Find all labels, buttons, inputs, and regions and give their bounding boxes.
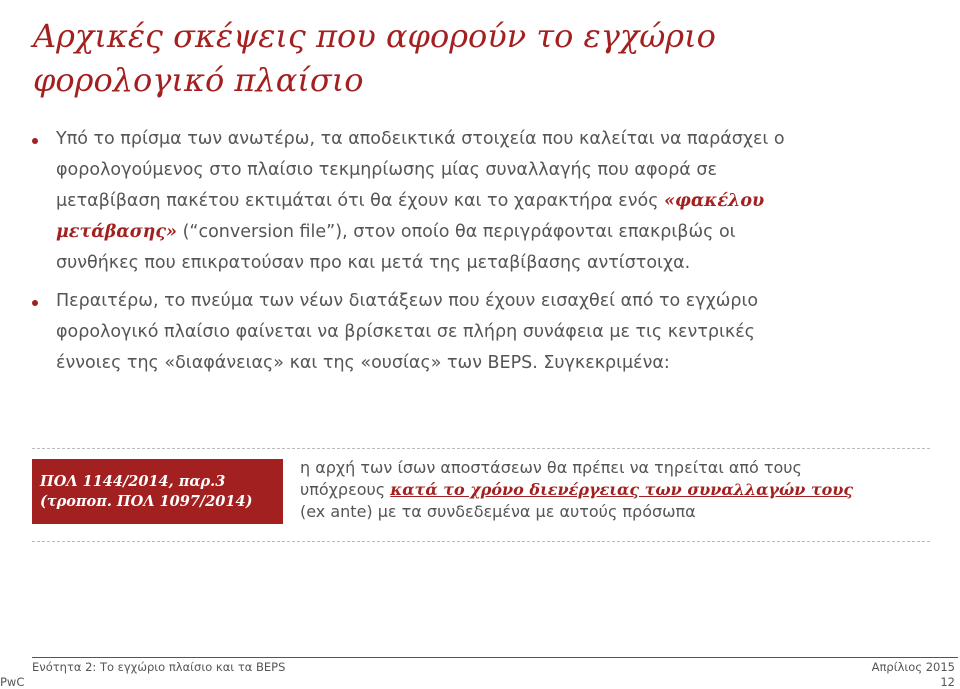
callout-text	[300, 457, 930, 523]
footer-section-title: Ενότητα 2: Το εγχώριο πλαίσιο και τα BEPS	[32, 660, 286, 674]
conversion-file-term-end: μετάβασης»	[56, 222, 177, 242]
bullet-item-1	[32, 124, 912, 279]
callout-text-line-1: η αρχή των ίσων αποστάσεων θα πρέπει να τηρείται από τους	[300, 458, 802, 477]
footer-divider	[32, 657, 958, 658]
footer-date: Απρίλιος 2015	[871, 660, 955, 674]
slide-title-line-2: φορολογικό πλαίσιο	[33, 61, 364, 99]
bullet-dot-icon	[32, 300, 38, 306]
callout-box	[32, 448, 930, 542]
slide-title-line-1: Αρχικές σκέψεις που αφορούν το εγχώριο	[33, 17, 716, 55]
bullet-item-2	[32, 286, 912, 379]
callout-label-line-1: ΠΟΛ 1144/2014, παρ.3	[40, 473, 226, 490]
bullet-1-line-1: Υπό το πρίσμα των ανωτέρω, τα αποδεικτικά στοιχεία που καλείται να παράσχει ο	[56, 129, 785, 149]
footer	[0, 650, 960, 687]
bullet-2-line-2: φορολογικό πλαίσιο φαίνεται να βρίσκεται σε πλήρη συνάφεια με τις κεντρικές	[56, 322, 755, 342]
callout-text-line-3: (ex ante) με τα συνδεδεμένα με αυτούς πρόσωπα	[300, 502, 696, 521]
bullet-2-line-3: έννοιες της «διαφάνειας» και της «ουσίας» των BEPS. Συγκεκριμένα:	[56, 353, 670, 373]
conversion-file-term-start: «φακέλου	[664, 191, 765, 211]
footer-brand-logo: PwC	[0, 675, 25, 689]
callout-text-line-2	[300, 479, 930, 501]
bullet-1-line-4: (“conversion file”), στον οποίο θα περιγράφονται επακριβώς οι	[177, 222, 736, 242]
bullet-1-line-3: μεταβίβαση πακέτου εκτιμάται ότι θα έχουν και το χαρακτήρα ενός	[56, 191, 665, 211]
slide-title	[33, 14, 933, 102]
callout-text-line-2-start: υπόχρεους	[300, 480, 391, 499]
bullet-dot-icon	[32, 138, 38, 144]
footer-page-number: 12	[940, 675, 955, 689]
callout-highlight: κατά το χρόνο διενέργειας των συναλλαγών τους	[390, 480, 854, 499]
bullet-1-line-2: φορολογούμενος στο πλαίσιο τεκμηρίωσης μίας συναλλαγής που αφορά σε	[56, 160, 717, 180]
callout-label-line-2: (τροποπ. ΠΟΛ 1097/2014)	[40, 493, 253, 510]
bullet-1-line-5: συνθήκες που επικρατούσαν προ και μετά της μεταβίβασης αντίστοιχα.	[56, 253, 691, 273]
bullet-2-line-1: Περαιτέρω, το πνεύμα των νέων διατάξεων που έχουν εισαχθεί από το εγχώριο	[56, 291, 759, 311]
bullet-list	[32, 124, 912, 379]
callout-label	[32, 459, 283, 524]
